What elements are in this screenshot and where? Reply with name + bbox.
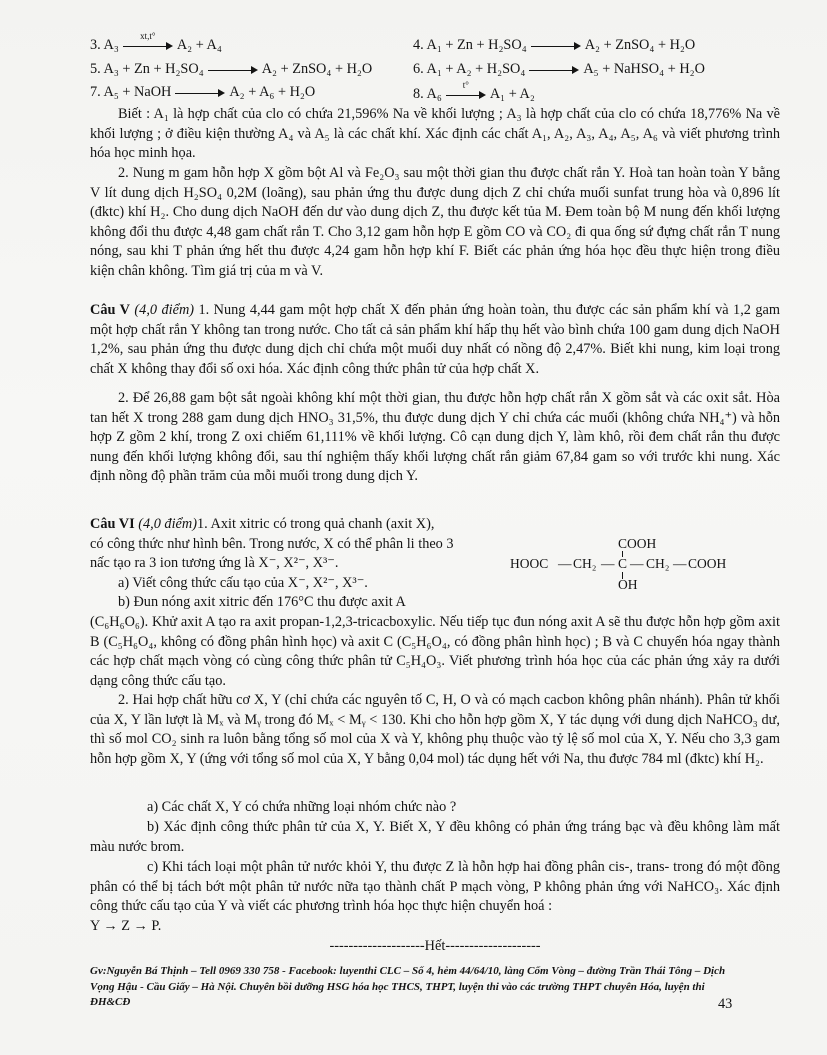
arrow-icon	[531, 41, 581, 51]
intro-paragraph: Biết : A₁ là hợp chất của clo có chứa 21,596% Na về khối lượng ; A₃ là hợp chất của clo có chứa 18,776% Na về khối lượng ; ở điều kiện thường A₄ và A₅ là các chất khí. Xác định các chất A₁, A₂, A₃, A₄, A₅, A₆ và viết phương trình hóa học minh họa.	[90, 106, 780, 162]
arrow-icon	[175, 88, 225, 98]
section-6-line-1: 1. Axit xitric có trong quả chanh (axit X),	[196, 516, 435, 532]
section-5-part-1: 1. Nung 4,44 gam một hợp chất X đến phản ứng hoàn toàn, thu được các sản phẩm khí và 1,2 gam một hợp chất rắn Y không tan trong nước. Cho tất cả sản phẩm khí hấp thụ hết vào bình chứa 100 gam dung dịch NaOH 1,2%, sau phản ứng thu được dung dịch chỉ chứa một muối duy nhất có nồng độ 2,47%. Biết khi nung, kim loại trong chất X không thay đổi số oxi hóa. Xác định công thức phân tử của hợp chất X.	[90, 302, 780, 377]
structure-bond	[622, 551, 623, 557]
structure-left-group: HOOC	[510, 556, 549, 571]
section-6-part-2: 2. Hai hợp chất hữu cơ X, Y (chỉ chứa các nguyên tố C, H, O và có mạch cacbon không phân nhánh). Phân tử khối của X, Y lần lượt là Mₓ và Mᵧ trong đó Mₓ < Mᵧ < 130. Khi cho hỗn hợp gồm X, Y tác dụng với dung dịch NaHCO₃ dư, thì số mol CO₂ sinh ra luôn bằng tổng số mol của X và Y, không phụ thuộc vào tỷ lệ số mol của X, Y. Nếu cho 3,3 gam hỗn hợp gồm X, Y (ứng với tổng số mol của X, Y bằng 0,04 mol) tác dụng hết với Na, thu được 784 ml (đktc) khí H₂.	[90, 692, 780, 767]
section-points: (4,0 điểm)	[134, 302, 195, 318]
structure-top-group: COOH	[618, 536, 657, 551]
reaction-5	[90, 61, 372, 78]
question-2a: a) Các chất X, Y có chứa những loại nhóm chức nào ?	[147, 799, 457, 815]
arrow-icon	[446, 79, 486, 100]
reaction-6-lhs: 6. A₁ + A₂ + H₂SO₄	[413, 61, 526, 77]
structure-ch2-left: CH₂	[573, 556, 597, 571]
reaction-chain: Y → Z → P.	[90, 918, 162, 934]
section-6-line-3: nấc tạo ra 3 ion tương ứng là X⁻, X²⁻, X³⁻.	[90, 555, 339, 572]
structure-bond	[622, 572, 623, 579]
section-5	[90, 301, 780, 379]
reaction-5-rhs: A₂ + ZnSO₄ + H₂O	[261, 61, 373, 77]
reaction-8	[413, 79, 535, 103]
question-2-paragraph: 2. Nung m gam hỗn hợp X gồm bột Al và Fe₂O₃ sau một thời gian thu được chất rắn Y. Hoà tan hoàn toàn Y bằng V lít dung dịch H₂SO₄ 0,2M (loãng), sau phản ứng thu được dung dịch Z chỉ chứa muối sunfat trung hòa và 0,896 lít (đktc) khí H₂. Cho dung dịch NaOH đến dư vào dung dịch Z, thu được kết tủa M. Đem toàn bộ M nung đến khối lượng không đổi thu được 4,48 gam chất rắn T. Cho 3,12 gam hỗn hợp E gồm CO và CO₂ đi qua ống sứ đựng chất rắn T nung nóng, sau khi T phản ứng hết thu được 4,24 gam hỗn hợp khí F. Biết các phản ứng hóa học đều thực hiện trong điều kiện chân không. Tìm giá trị của m và V.	[90, 165, 780, 279]
section-heading: Câu V	[90, 302, 130, 318]
reaction-6	[413, 61, 705, 78]
reaction-condition: t°	[462, 79, 469, 90]
section-6-line-2: có công thức như hình bên. Trong nước, X có thể phân li theo 3	[90, 535, 454, 552]
question-2b: b) Xác định công thức phân tử của X, Y. Biết X, Y đều không có phản ứng tráng bạc và đều không làm mất màu nước brom.	[90, 819, 780, 855]
structure-bond: —	[601, 556, 615, 571]
question-6b-paragraph: (C₆H₆O₆). Khử axit A tạo ra axit propan-1,2,3-tricacboxylic. Nếu tiếp tục đun nóng axit A sẽ thu được hỗn hợp gồm axit B (C₅H₆O₄, không có đồng phân hình học) và axit C (C₅H₆O₄, có đồng phân hình học) ; B và C chuyển hóa ngay thành các hợp chất mạch vòng có cùng công thức phân tử C₅H₄O₃. Viết phương trình hóa học của các phản ứng xảy ra dưới dạng công thức cấu tạo.	[90, 614, 780, 689]
arrow-icon	[123, 30, 173, 51]
section-5-part-2: 2. Để 26,88 gam bột sắt ngoài không khí một thời gian, thu được hỗn hợp chất rắn X gồm sắt và các oxit sắt. Hòa tan hết X trong 288 gam dung dịch HNO₃ 31,5%, thu được dung dịch Y chỉ chứa các muối (không chứa NH₄⁺) và hỗn hợp Z gồm 2 khí, trong Z oxi chiếm 61,111% về khối lượng. Cô cạn dung dịch Y, làm khô, rồi đem chất rắn thu được nung đến khối lượng không đổi, sau thí nghiệm thấy khối lượng chất rắn giảm 67,84 gam so với trước khi nung. Xác định nồng độ phần trăm của mỗi muối trong dung dịch Y.	[90, 390, 780, 485]
structure-bond: —	[558, 556, 572, 571]
reaction-7-rhs: A₂ + A₆ + H₂O	[229, 84, 316, 100]
citric-acid-structure	[510, 536, 750, 596]
structure-right-group: COOH	[688, 556, 727, 571]
reaction-4	[413, 37, 695, 54]
reaction-3-rhs: A₂ + A₄	[176, 37, 222, 53]
reaction-condition: xt,t°	[140, 30, 156, 41]
reaction-4-rhs: A₂ + ZnSO₄ + H₂O	[584, 37, 696, 53]
reaction-6-rhs: A₅ + NaHSO₄ + H₂O	[583, 61, 705, 77]
section-6-intro	[90, 515, 510, 613]
reaction-8-lhs: 8. A₆	[413, 86, 442, 102]
structure-bottom-group: OH	[618, 577, 638, 592]
structure-bond: —	[630, 556, 644, 571]
arrow-icon	[529, 65, 579, 75]
reaction-7-lhs: 7. A₅ + NaOH	[90, 84, 172, 100]
structure-central-carbon: C	[618, 556, 628, 571]
arrow-icon	[208, 65, 258, 75]
structure-ch2-right: CH₂	[646, 556, 670, 571]
reaction-7	[90, 84, 315, 101]
section-points: (4,0 điểm)	[138, 516, 197, 532]
reaction-4-lhs: 4. A₁ + Zn + H₂SO₄	[413, 37, 527, 53]
question-2c: c) Khi tách loại một phân tử nước khỏi Y, thu được Z là hỗn hợp hai đồng phân cis-, trans- trong đó một đồng phân có thể bị tách bớt một phân tử nước nữa tạo thành chất P mạch vòng, P không phản ứng với NaHCO₃. Xác định công thức cấu tạo của Y và viết các phương trình hóa học thực hiện chuyển hoá :	[90, 859, 780, 915]
reaction-5-lhs: 5. A₃ + Zn + H₂SO₄	[90, 61, 204, 77]
end-divider: --------------------Hết--------------------	[329, 938, 541, 954]
author-footer: Gv:Nguyễn Bá Thịnh – Tell 0969 330 758 - Facebook: luyenthi CLC – Số 4, hẻm 44/64/10, làng Cốm Vòng – đường Trần Thái Tông – Dịch Vọng Hậu - Cầu Giấy – Hà Nội. Chuyên bồi dưỡng HSG hóa học THCS, THPT, luyện thi vào các trường THPT chuyên Hóa, luyện thi ĐH&CĐ	[90, 965, 726, 1008]
page-number: 43	[718, 996, 733, 1012]
reaction-3-lhs: 3. A₃	[90, 37, 119, 53]
reaction-8-rhs: A₁ + A₂	[489, 86, 535, 102]
question-6b-line-1: b) Đun nóng axit xitric đến 176°C thu được axit A	[118, 594, 406, 611]
reaction-3	[90, 30, 222, 54]
section-heading: Câu VI	[90, 516, 135, 532]
question-6a: a) Viết công thức cấu tạo của X⁻, X²⁻, X³⁻.	[118, 574, 368, 591]
structure-bond: —	[673, 556, 687, 571]
